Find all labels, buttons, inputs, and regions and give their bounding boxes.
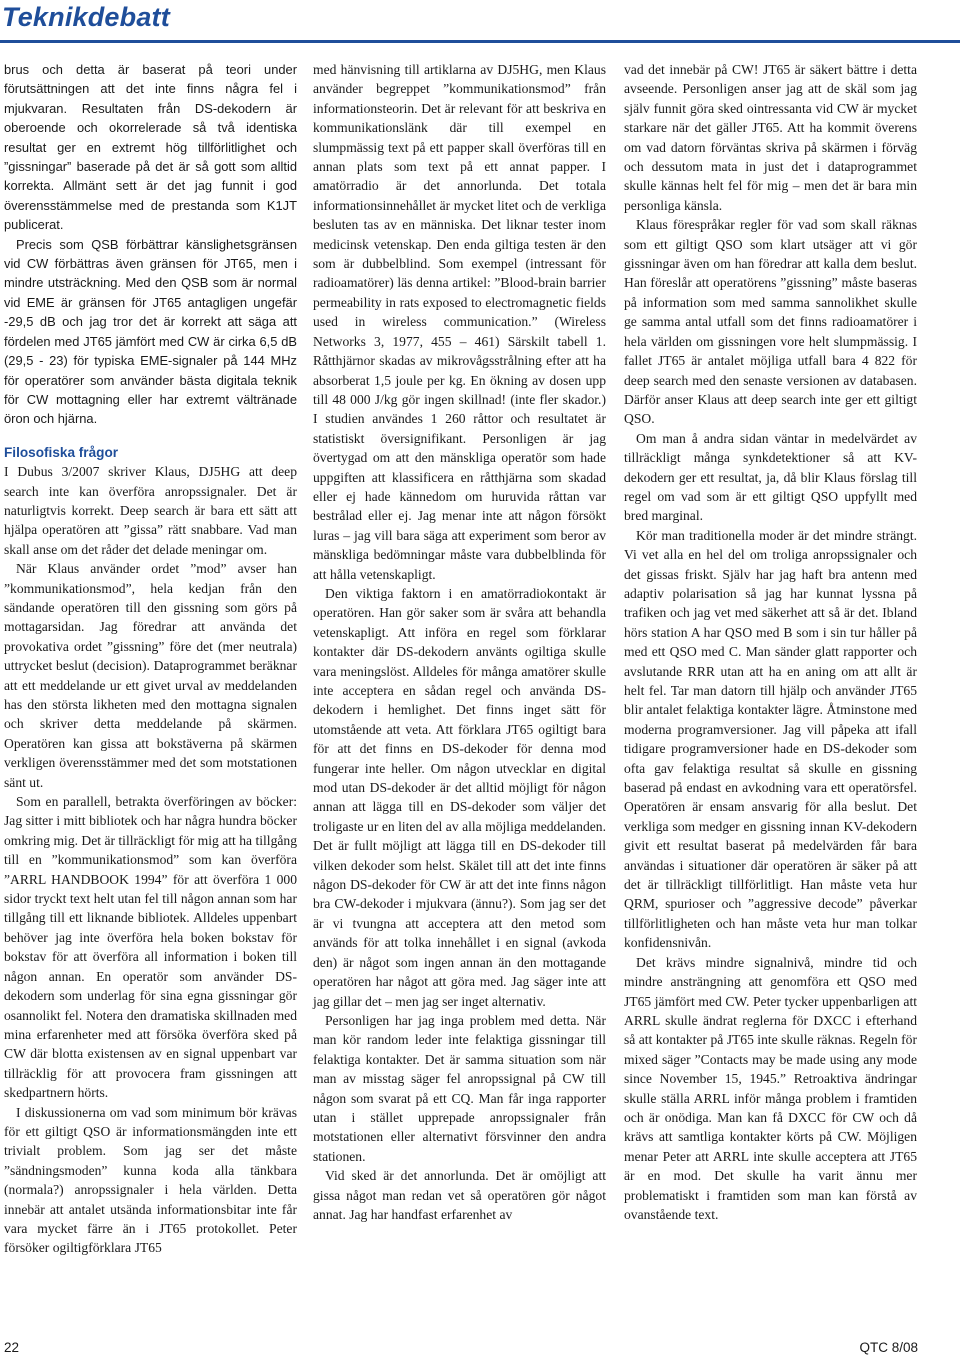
column-2 <box>313 60 606 1224</box>
column-3 <box>624 60 917 1224</box>
paragraph: brus och detta är baserat på teori under förutsättningen att det inte finns några fel i mjukvaran. Resultaten från DS-dekodern är oberoende och okorrelerade så två identiska resultat ger en extremt hög tillförlitlighet och ”gissningar” baserade på det är så gott som alltid korrekta. Allmänt sett är det jag funnit i god överensstämmelse med de prestanda som K1JT publicerat. <box>4 62 297 233</box>
paragraph: När Klaus använder ordet ”mod” avser han ”kommunikationsmod”, hela kedjan från den sändande operatören till den gissning som görs på mottagarsidan. Jag föredrar att använda det provokativa ordet ”gissning” före det (mer neutrala) uttrycket beslut (decision). Dataprogrammet beräknar att ett meddelande ur ett givet urval av meddelanden has den största likheten med den mottagna signalen och skriver detta meddelande på skärmen. Operatören kan gissa att bokstäverna på skärmen verkligen överensstämmer med det som motstationen sänt ut. <box>4 561 297 790</box>
paragraph: Klaus förespråkar regler för vad som skall räknas som ett giltigt QSO som klart utsäger att vi gör gissningar även om han föredrar att kalla dem beslut. Han föreslår att operatörens ”gissning” måste baseras på information som med samma sannolikhet skulle ge samma antal utfall som det finns radioamatörer i hela världen om gissningen vore helt slumpmässig. I fallet JT65 är antalet möjliga utfall bara 4 822 för deep search med den senaste versionen av databasen. Därför anser Klaus att deep search inte ger ett giltigt QSO. <box>624 217 917 427</box>
paragraph: Den viktiga faktorn i en amatörradiokontakt är operatören. Han gör saker som är svåra att behandla vetenskapligt. Att införa en regel som förklarar kontakter där DS-dekodern använts ogiltiga skulle vara meningslöst. Alldeles för många amatörer skulle inte acceptera en sådan regel och använda DS-dekodern i hemlighet. Det finns inget sätt för utomstående att veta. Att förklara JT65 ogiltigt bara för att det finns en DS-dekoder för denna mod fungerar inte heller. Om någon utvecklar en digital mod utan DS-dekoder är det alltid möjligt för någon annan att lägga till en DS-dekoder som väljer det troligaste ur en liten del av alla möjliga meddelanden. Det är fullt möjligt att lägga till en DS-dekoder till vilken dekoder som helst. Skälet till att det inte finns någon DS-dekoder för CW är att det inte finns någon bra CW-dekoder i mjukvara (ännu?). Som jag ser det är vi tvungna att acceptera att den metod som används för att tolka innehållet i en signal (avkoda den) är något som ingen annan än den mottagande operatören har något att göra med. Jag säger inte att jag gillar det – men jag ser inget alternativ. <box>313 585 606 1009</box>
paragraph: med hänvisning till artiklarna av DJ5HG, men Klaus använder begreppet ”kommunikationsmod” från informationsteorin. Det är relevant för att beskriva en kommunikationslänk där till exempel en slumpmässig text på ett papper skall överföras till en annan plats som text på ett annat papper. I amatörradio är det annorlunda. Det totala informationsinnehållet är mycket litet och de verkliga besluten tas av en människa. Det liknar tester inom medicinsk vetenskap. Den enda giltiga testen är den som är dubbelblind. Som exempel (intressant för radioamatörer) läs denna artikel: ”Blood-brain barrier permeability in rats exposed to electromagnetic fields used in wireless communication.” (Wireless Networks 3, 1977, 455 – 461) Särskilt tabell 1. Råtthjärnor skadas av mikrovågsstrålning efter att ha absorberat 1,5 joule per kg. En ökning av dosen upp till 48 000 J/kg gör ingen skillnad! (inte fler skador.) I studien användes 1 260 råttor och resultatet är statistiskt översignifikant. Personligen är jag övertygad om att den mänskliga operatör som hade uppgiften att klassificera en råtthjärna som skadad eller ej hade kännedom om huruvida råttan var bestrålad eller ej. Jag menar inte att någon försökt luras – jag vill bara säga att experiment som beror av mänskliga bedömningar måste vara dubbelblinda för att hålla vetenskapligt. <box>313 62 606 582</box>
issue-label: QTC 8/08 <box>859 1340 918 1355</box>
paragraph: Personligen har jag inga problem med detta. När man kör random leder inte felaktiga gissningar till felaktiga kontakter. Det är samma situation som när man av misstag säger fel anropssignal på CW till någon som svarat på ett CQ. Man får inga rapporter utan i stället upprepade anropssignaler från motstationen eller alternativt försvinner den andra stationen. <box>313 1012 606 1164</box>
paragraph: I diskussionerna om vad som minimum bör krävas för ett giltigt QSO är informationsmängden inte ett trivialt problem. Som jag ser det måste ”sändningsmoden” kunna koda alla tänkbara (normala?) anropssignaler i hela världen. Detta innebär att antalet utsända informationsbitar inte får vara mycket färre än i JT65 protokollet. Peter försöker ogiltigförklara JT65 <box>4 1104 297 1256</box>
paragraph: Som en parallell, betrakta överföringen av böcker: Jag sitter i mitt bibliotek och har några hundra böcker omkring mig. Det är tillräckligt för mig att ha tillgång till en ”kommunikationsmod” som kan överföra ”ARRL HANDBOOK 1994” för att överföra 1 000 sidor tryckt text helt utan fel till någon annan som har tillgång till ett liknande bibliotek. Alldeles uppenbart behöver jag inte överföra hela boken bokstav för bokstav för att överföra all information i boken till någon annan. En operatör som använder DS-dekodern som underlag för sina egna gissningar gör osannolikt fel. Notera den dramatiska skillnaden med mina erfarenheter med att försöka överföra sked på CW där blotta existensen av en signal uppenbart var tillräcklig för att provocera fram gissningen att skedpartnern hörts. <box>4 794 297 1101</box>
paragraph: vad det innebär på CW! JT65 är säkert bättre i detta avseende. Personligen anser jag att de skäl som jag själv funnit göra sked ointressanta vid CW är mycket starkare när det gäller JT65. Att ha kommit överens om vad datorn förväntas skriva på skärmen i förväg och dessutom mata in just det i dataprogrammet skulle kännas helt fel för mig – men det är bara min personliga känsla. <box>624 62 917 213</box>
paragraph: Precis som QSB förbättrar känslighetsgränsen vid CW förbättras även gränsen för JT65, men i mindre utsträckning. Med den QSB som är normal vid EME är gränsen för JT65 antagligen ungefär -29,5 dB och jag tror det är korrekt att säga att fördelen med JT65 jämfört med CW är cirka 6,5 dB (29,5 - 23) för typiska EME-signaler på 144 MHz för operatörer som använder bästa digitala teknik för CW mottagning eller har extremt vältränade öron och hjärna. <box>4 236 297 427</box>
paragraph: Kör man traditionella moder är det mindre strängt. Vi vet alla en hel del om troliga anropssignaler och det gissas friskt. Själv har jag haft bra antenn med adaptiv polarisation så jag har kunnat lyssna på trafiken och jag vet med säkerhet att så är det. Ibland hörs station A har QSO med B som i sin tur håller på med ett QSO med C. Man sänder glatt rapporter och avslutande RRR utan att ha en aning om att allt är helt fel. Tar man datorn till hjälp och använder JT65 blir antalet felaktiga kontakter lägre. Åtminstone med moderna programversioner. Jag vill påpeka att ifall tidigare programversioner hade en DS-dekoder som ofta gav felaktiga resultat så skulle en gissning baserad på endast en avkodning vara ett operatörsfel. Operatören är ensam ansvarig för alla beslut. Det verkliga som medger en gissning innan KV-dekodern givit ett resultat baserat på medelvärden får bara användas i situationer där operatören är säker på att det är tillräckligt tillförlitligt. Han måste veta hur QRM, spurioser och ”aggressive decode” påverkar tillförlitligheten och han måste veta hur man tolkar konfidensnivån. <box>624 527 917 951</box>
page-number: 22 <box>4 1340 20 1355</box>
section-title: Teknikdebatt <box>2 2 170 32</box>
paragraph: I Dubus 3/2007 skriver Klaus, DJ5HG att deep search inte kan överföra anropssignaler. Det är naturligtvis korrekt. Deep search är bara ett sätt att hjälpa operatören att ”gissa” rätt snabbare. Vad man skall anse om det råder det delade meningar om. <box>4 464 297 557</box>
header-bar <box>0 0 960 43</box>
subheading: Filosofiska frågor <box>4 444 119 460</box>
paragraph: Vid sked är det annorlunda. Det är omöjligt att gissa något man redan vet så operatören gör något annat. Jag har handfast erfarenhet av <box>313 1168 606 1222</box>
column-1 <box>4 60 297 1258</box>
paragraph: Om man å andra sidan väntar in medelvärdet av tillräckligt många synkdetektioner så att KV-dekodern ger ett resultat, ja, då blir Klaus förslag till regel om vad som är ett giltigt QSO uppfyllt med bred marginal. <box>624 430 917 524</box>
paragraph: Det krävs mindre signalnivå, mindre tid och mindre ansträngning att genomföra ett QSO med JT65 jämfört med CW. Peter tycker uppenbarligen att ARRL skulle ändrat reglerna för DXCC i efterhand så att kontakter på JT65 inte skulle räknas. Regeln för mixed säger ”Contacts may be made using any mode since November 15, 1945.” Retroaktiva ändringar skulle ställa ARRL inför många problem i framtiden och är onödiga. Man kan få DXCC för CW och då krävs att samtliga kontakter körts på CW. Möjligen menar Peter att ARRL inte skulle acceptera att JT65 är en mod. Det skulle ha varit ännu mer problematiskt i framtiden som man kan förstå av ovanstående text. <box>624 954 917 1222</box>
